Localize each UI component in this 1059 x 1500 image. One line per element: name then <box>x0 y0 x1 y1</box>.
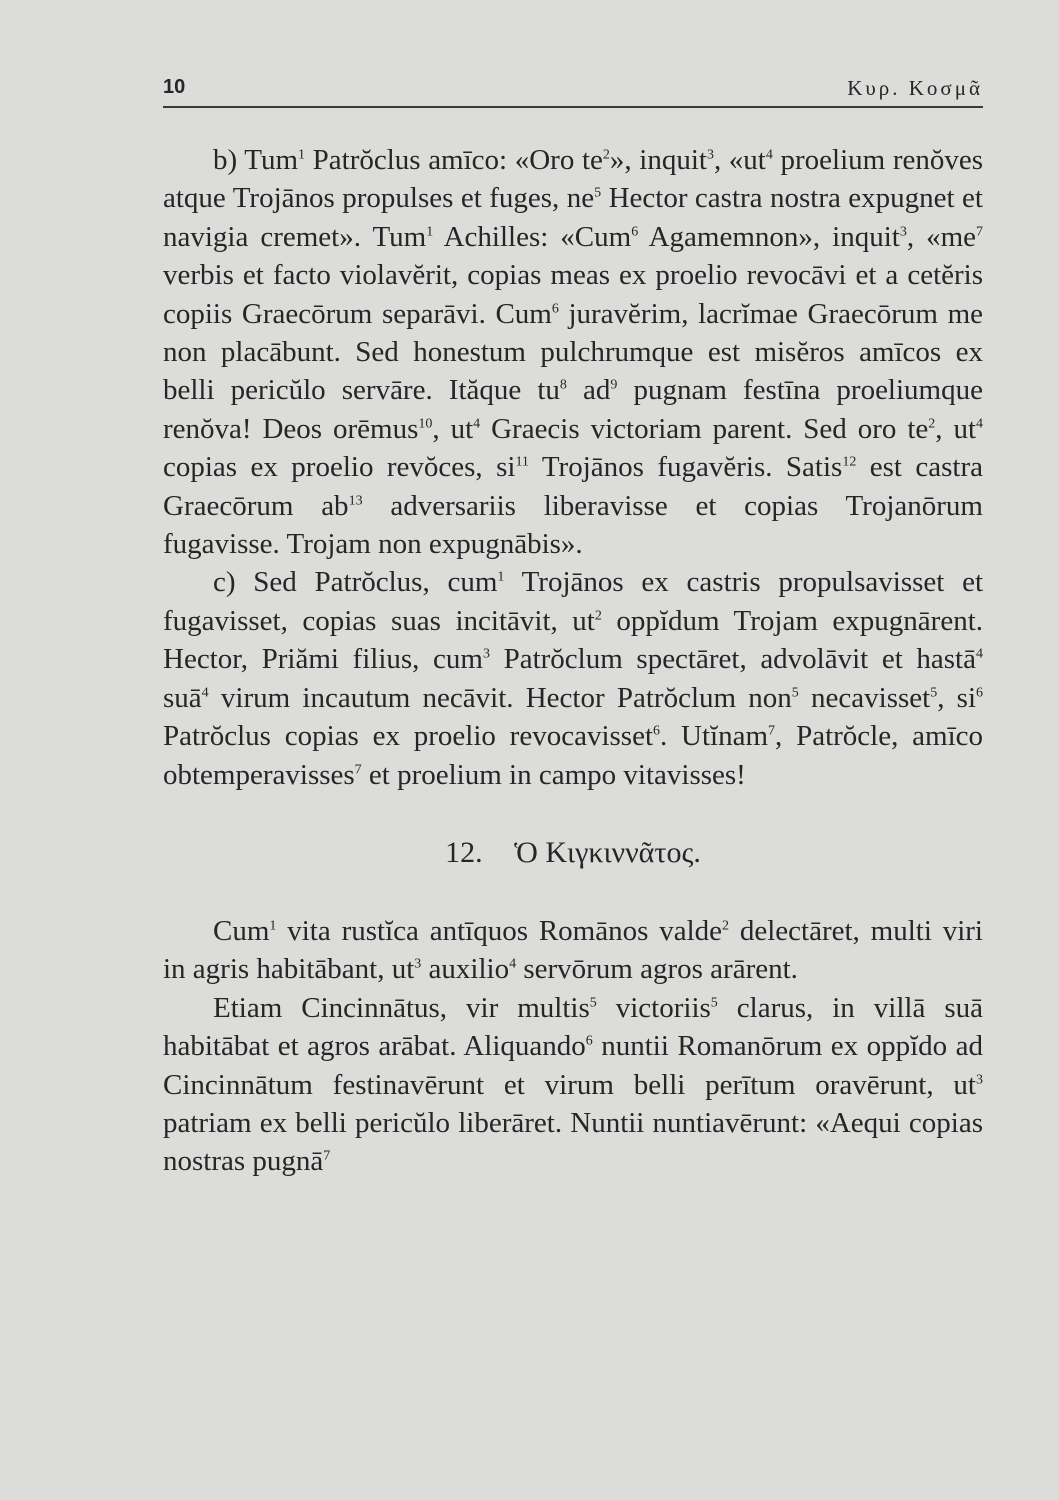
text-run: copias ex proelio revŏces, si <box>163 451 516 484</box>
footnote-marker: 6 <box>585 1033 593 1049</box>
text-run: Graecis victoriam parent. Sed oro te <box>480 412 929 445</box>
text-run: oppĭdum Trojam expugnārent. Hector, Priămi filius, cum <box>163 604 984 676</box>
text-run: Achilles: «Cum <box>433 220 632 253</box>
footnote-marker: 3 <box>706 147 714 163</box>
footnote-marker: 11 <box>515 454 529 470</box>
text-run: c) Sed Patrŏclus, cum <box>213 566 498 599</box>
text-run: . Utĭnam <box>660 720 769 753</box>
footnote-marker: 6 <box>976 685 984 701</box>
text-run: Trojānos fugavĕris. Satis <box>528 451 843 484</box>
text-run: ad <box>566 374 611 407</box>
text-run: , ut <box>432 412 474 445</box>
text-run: b) Tum <box>213 144 299 176</box>
paragraph-c <box>163 563 983 793</box>
text-run: Trojānos ex castris propulsavisset et fugavisset, copias suas incitāvit, ut <box>163 566 983 637</box>
footnote-marker: 3 <box>976 1071 983 1087</box>
page-number: 10 <box>163 76 186 98</box>
text-run: clarus, in villā suā habitābat et agros arābat. Aliquando <box>163 991 983 1063</box>
text-run: patriam ex belli pericŭlo liberāret. Nuntii nuntiavērunt: «Aequi copias nostras pugnā <box>163 1106 983 1178</box>
section-heading <box>163 834 983 872</box>
text-run: Patrŏclum spectāret, advolāvit et hastā <box>489 643 976 676</box>
text-run: , ut <box>935 412 977 445</box>
text-run: verbis et facto violavĕrit, copias meas ex proelio revocāvi et a cetĕris copiis Graecōrum separāvi. Cum <box>163 259 983 330</box>
footnote-marker: 7 <box>323 1148 331 1164</box>
footnote-marker: 2 <box>602 147 610 163</box>
text-run: adversariis liberavisse et copias Trojanōrum fugavisse. Trojam non expugnābis». <box>163 489 983 561</box>
footnote-marker: 3 <box>482 646 490 662</box>
text-run: Etiam Cincinnātus, vir multis <box>213 991 590 1024</box>
section-number: 12. <box>445 835 483 869</box>
text-run: est castra Graecōrum ab <box>163 451 983 522</box>
paragraph-2 <box>163 989 983 1181</box>
footnote-marker: 2 <box>722 918 730 934</box>
text-run: , «ut <box>713 144 766 176</box>
text-run: victoriis <box>596 991 711 1024</box>
text-run: virum incautum necāvit. Hector Patrŏclum non <box>208 681 792 714</box>
footnote-marker: 13 <box>348 493 363 508</box>
footnote-marker: 4 <box>509 956 517 972</box>
footnote-marker: 1 <box>269 918 277 934</box>
text-run: Cum <box>213 914 270 947</box>
text-run: , «me <box>906 220 977 253</box>
section-title: Ὁ Κιγκιννᾶτος. <box>514 835 701 869</box>
text-run: , Patrŏcle, amīco obtemperavisses <box>163 720 983 791</box>
page-header <box>163 76 983 108</box>
footnote-marker: 3 <box>414 956 422 972</box>
footnote-marker: 6 <box>653 723 661 739</box>
text-run: et proelium in campo vitavisses! <box>361 758 746 791</box>
paragraph-b <box>163 141 983 563</box>
footnote-marker: 1 <box>298 147 306 163</box>
footnote-marker: 4 <box>473 416 481 432</box>
text-run: auxilio <box>421 953 510 986</box>
footnote-marker: 5 <box>594 185 602 201</box>
footnote-marker: 1 <box>497 569 505 585</box>
footnote-marker: 7 <box>354 761 362 777</box>
text-run: , si <box>937 681 977 714</box>
footnote-marker: 12 <box>842 454 857 470</box>
text-run: delectāret, multi viri in agris habitābant, ut <box>163 914 983 986</box>
text-run: Agamemnon», inquit <box>638 220 900 253</box>
footnote-marker: 6 <box>551 300 559 316</box>
text-run: servōrum agros arārent. <box>516 953 798 986</box>
text-run: vita rustĭca antīquos Romānos valde <box>276 914 723 947</box>
text-run: nuntii Romanōrum ex oppĭdo ad Cincinnātum festinavērunt et virum belli perītum oravērunt, ut <box>163 1030 983 1101</box>
running-head: Κυρ. Κοσμᾶ <box>847 76 983 100</box>
text-run: », inquit <box>609 144 707 176</box>
body-text <box>163 141 983 1181</box>
footnote-marker: 4 <box>975 646 983 662</box>
footnote-marker: 5 <box>930 685 938 701</box>
footnote-marker: 5 <box>791 685 799 701</box>
text-run: suā <box>163 681 202 714</box>
text-run: pugnam festīna proeliumque renŏva! Deos orēmus <box>163 374 983 445</box>
footnote-marker: 2 <box>594 608 602 624</box>
footnote-marker: 6 <box>631 224 639 240</box>
footnote-marker: 4 <box>976 416 984 432</box>
footnote-marker: 8 <box>559 377 567 393</box>
footnote-marker: 2 <box>928 416 936 432</box>
footnote-marker: 10 <box>418 416 433 432</box>
footnote-marker: 4 <box>201 685 209 701</box>
footnote-marker: 5 <box>710 995 718 1011</box>
paragraph-1 <box>163 912 983 989</box>
footnote-marker: 4 <box>765 147 773 163</box>
text-run: proelium renŏves atque Trojānos propulses et fuges, ne <box>163 144 984 215</box>
footnote-marker: 7 <box>976 224 984 240</box>
footnote-marker: 3 <box>899 224 907 240</box>
text-run: Patrŏclus amīco: «Oro te <box>305 144 603 176</box>
footnote-marker: 1 <box>426 224 434 240</box>
text-run: necavisset <box>798 681 931 714</box>
text-run: juravĕrim, lacrĭmae Graecōrum me non placābunt. Sed honestum pulchrumque est misĕros amīcos ex belli pericŭlo servāre. Ităque tu <box>163 297 983 407</box>
text-run: Patrŏclus copias ex proelio revocavisset <box>163 720 654 753</box>
text-run: Hector castra nostra expugnet et navigia cremet». Tum <box>163 182 983 253</box>
footnote-marker: 7 <box>768 723 776 739</box>
footnote-marker: 9 <box>610 377 618 393</box>
footnote-marker: 5 <box>589 995 597 1011</box>
